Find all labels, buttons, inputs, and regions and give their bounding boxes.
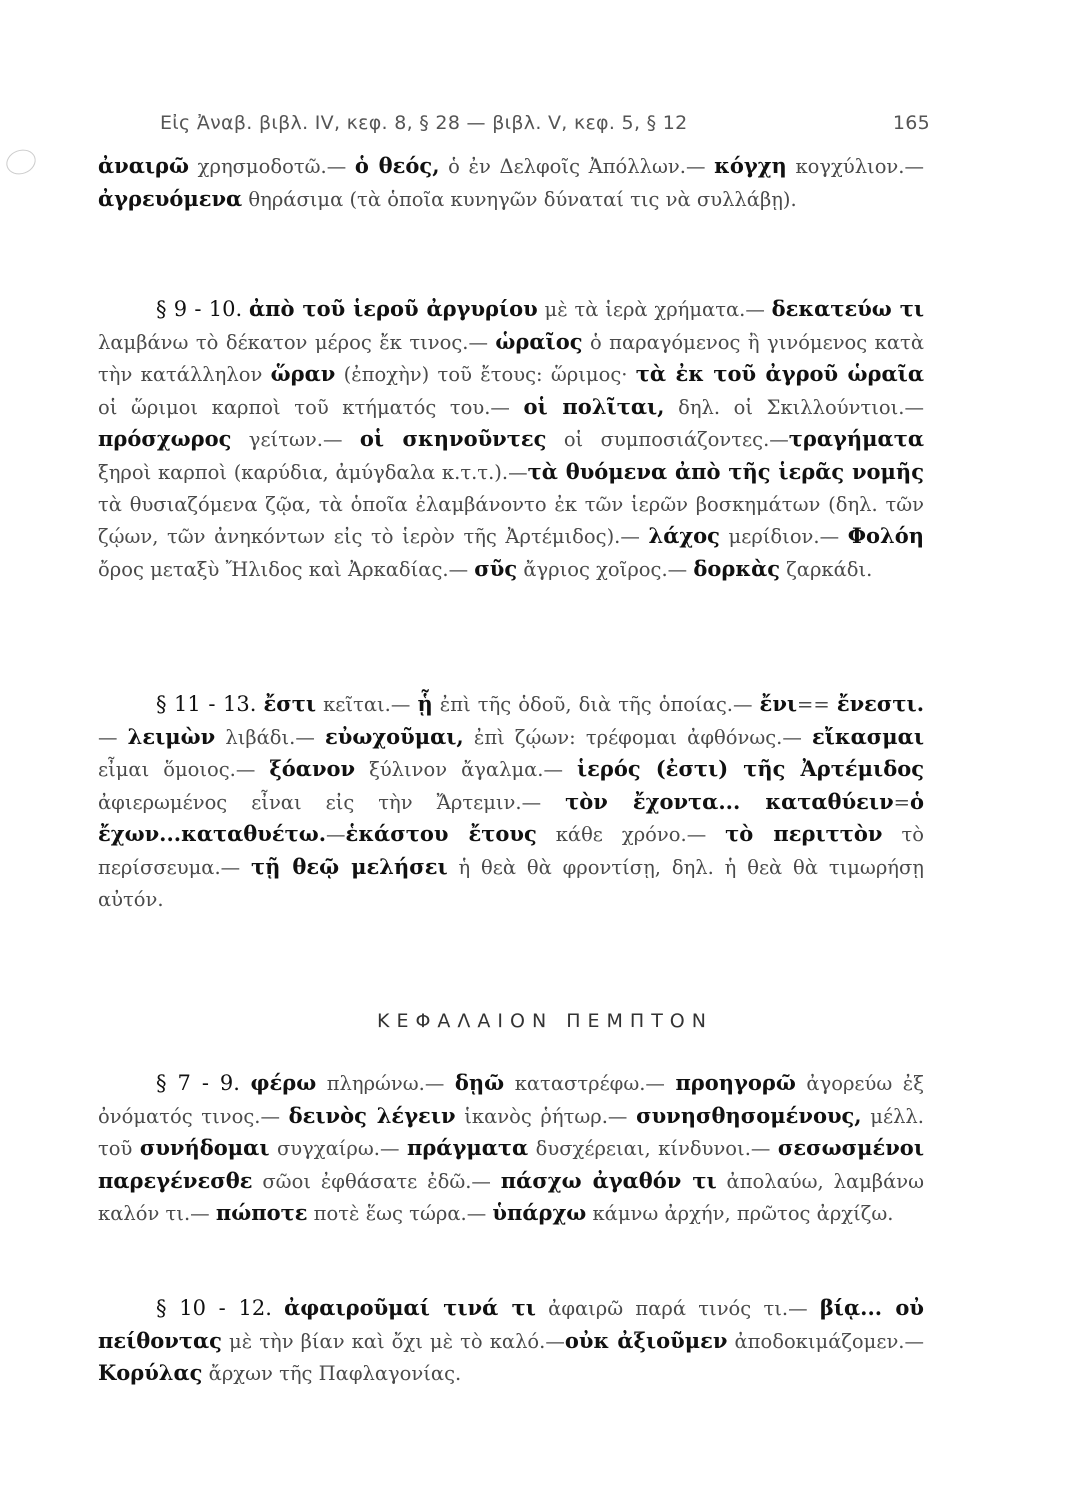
gloss-text: γείτων.— [231, 428, 360, 452]
gloss-text: ὁ ἐν Δελφοῖς Ἀπόλλων.— [439, 155, 715, 178]
gloss-text: ζαρκάδι. [780, 557, 873, 581]
gloss-text: κάμνω ἀρχήν, πρῶτος ἀρχίζω. [586, 1202, 894, 1226]
gloss-text: — [98, 725, 128, 749]
headword: τὰ θυόμενα ἀπὸ τῆς ἱερᾶς νομῆς [527, 458, 924, 484]
gloss-text: ἄγριος χοῖρος.— [517, 557, 694, 581]
gloss-text: θηράσιμα (τὰ ὁποῖα κυνηγῶν δύναταί τις νὰ συλλάβῃ). [242, 187, 797, 211]
gloss-text: μερίδιον.— [719, 525, 848, 549]
gloss-text: ἀφαιρῶ παρά τινός τι.— [535, 1297, 820, 1320]
headword: δεκατεύω τι [771, 296, 924, 321]
gloss-text: ὁ παραγόμενος ἢ γινόμενος κατὰ τὴν κατάλληλον [98, 330, 924, 387]
headword: κόγχη [714, 153, 787, 178]
headword: τὸν ἔχοντα... καταθύειν [565, 788, 894, 814]
headword: ἀφαιροῦμαί τινά τι [284, 1295, 536, 1320]
running-header [160, 112, 930, 142]
gloss-text: ἐπὶ ζῴων: τρέφομαι ἀφθόνως.— [463, 725, 812, 749]
headword: συνήδομαι [139, 1135, 270, 1161]
headword: ὡραῖος [495, 328, 583, 354]
gloss-text: δυσχέρειαι, κίνδυνοι.— [528, 1137, 778, 1161]
headword: φέρω [250, 1070, 317, 1095]
gloss-text: οἱ συμποσιάζοντες.— [546, 428, 789, 452]
section-number: § 11 - 13. [156, 692, 257, 716]
paragraph-text [98, 293, 924, 585]
gloss-text [240, 1072, 251, 1095]
gloss-text: = [893, 790, 910, 814]
gloss-text: ἀποδοκιμάζομεν.— [727, 1329, 924, 1353]
headword: ἔνεστι. [836, 691, 925, 716]
gloss-text: == [797, 693, 837, 716]
headword: ᾗ [417, 691, 433, 716]
headword: οἱ σκηνοῦντες [359, 426, 547, 452]
headword: δορκὰς [693, 555, 781, 581]
headword: ἀγρευόμενα [98, 185, 243, 211]
gloss-text: — [326, 823, 346, 847]
headword: δῃῶ [454, 1070, 505, 1095]
section-number: § 9 - 10. [156, 297, 243, 321]
gloss-text: λιβάδι.— [215, 725, 325, 749]
gloss-text: ξηροὶ καρποὶ (καρύδια, ἀμύγδαλα κ.τ.τ.).— [98, 460, 528, 484]
pencil-mark [3, 146, 39, 179]
headword: ἱερός (ἐστι) τῆς Ἀρτέμιδος [576, 756, 924, 782]
headword: εἴκασμαι [811, 723, 924, 749]
gloss-text: τὰ θυσιαζόμενα ζῷα, τὰ ὁποῖα ἐλαμβάνοντο ἐκ τῶν ἱερῶν βοσκημάτων (δηλ. τῶν ζῴων, τῶν ἀνηκόντων εἰς τὸ ἱερὸν τῆς Ἀρτέμιδος).— [98, 492, 924, 549]
headword: τὰ ἐκ τοῦ ἀγροῦ ὡραῖα [635, 361, 924, 387]
paragraph-section-10-12 [98, 1292, 924, 1390]
gloss-text: κάθε χρόνο.— [536, 823, 726, 847]
headword: πάσχω ἀγαθόν τι [500, 1167, 717, 1193]
paragraph-text [98, 688, 924, 915]
headword: οὐκ ἀξιοῦμεν [564, 1327, 728, 1353]
gloss-text: κογχύλιον.— [786, 155, 924, 178]
gloss-text: ἀγορεύω ἐξ ὀνόματός τινος.— [98, 1072, 924, 1128]
gloss-text: ἄρχων τῆς Παφλαγονίας. [202, 1362, 462, 1386]
chapter-heading: ΚΕΦΑΛΑΙΟΝ ΠΕΜΠΤΟΝ [377, 1010, 713, 1032]
headword: ὥραν [270, 361, 336, 387]
section-number: § 7 - 9. [156, 1071, 240, 1095]
gloss-text: ἱκανὸς ῥήτωρ.— [455, 1104, 637, 1128]
gloss-text: εἶμαι ὅμοιος.— [98, 758, 270, 782]
paragraph-section-7-9 [98, 1067, 924, 1230]
page-number: 165 [892, 112, 930, 134]
gloss-text: ἀπολαύω, λαμβάνω καλόν τι.— [98, 1169, 925, 1226]
gloss-text: μὲ τὰ ἱερὰ χρήματα.— [537, 298, 772, 321]
headword: εὐωχοῦμαι, [325, 723, 464, 749]
headword: ὁ ἔχων...καταθυέτω. [98, 788, 924, 847]
headword: ἑκάστου ἔτους [345, 821, 537, 847]
paragraph-text [98, 1292, 924, 1390]
gloss-text: πληρώνω.— [316, 1072, 455, 1095]
section-number: § 10 - 12. [156, 1296, 272, 1320]
paragraph-section-11-13 [98, 688, 924, 915]
paragraph-text [98, 1067, 924, 1230]
headword: πράγματα [406, 1135, 529, 1161]
gloss-text: συγχαίρω.— [269, 1137, 407, 1161]
headword: Φολόη [847, 523, 924, 549]
paragraph-1 [98, 150, 924, 215]
gloss-text: μὲ τὴν βίαν καὶ ὄχι μὲ τὸ καλό.— [221, 1329, 565, 1353]
gloss-text: (ἐποχὴν) τοῦ ἔτους: ὥριμος· [335, 363, 636, 387]
gloss-text: καταστρέφω.— [504, 1072, 676, 1095]
gloss-text [272, 1297, 284, 1320]
paragraph-section-9-10 [98, 293, 924, 585]
headword: σεσωσμένοι παρεγένεσθε [98, 1135, 924, 1193]
headword: δεινὸς λέγειν [288, 1102, 456, 1128]
headword: πρόσχωρος [98, 426, 232, 452]
headword: πώποτε [215, 1200, 308, 1226]
paragraph-text [98, 150, 924, 215]
headword: λάχος [648, 523, 720, 549]
headword: οἱ πολῖται, [523, 393, 665, 419]
gloss-text: ἀφιερωμένος εἶναι εἰς τὴν Ἄρτεμιν.— [98, 790, 566, 814]
headword: λειμὼν [127, 723, 216, 749]
running-title: Εἰς Ἀναβ. βιβλ. IV, κεφ. 8, § 28 — βιβλ. V, κεφ. 5, § 12 [160, 112, 688, 134]
headword: προηγορῶ [675, 1070, 796, 1095]
headword: τραγήματα [788, 426, 925, 452]
headword: ὁ θεός, [354, 153, 440, 178]
gloss-text: ὄρος μεταξὺ Ἤλιδος καὶ Ἀρκαδίας.— [98, 557, 475, 581]
gloss-text: ἡ θεὰ θὰ φροντίσῃ, δηλ. ἡ θεὰ θὰ τιμωρήσῃ αὐτόν. [98, 855, 924, 911]
gloss-text: οἱ ὥριμοι καρποὶ τοῦ κτήματός του.— [98, 395, 524, 419]
gloss-text: λαμβάνω τὸ δέκατον μέρος ἔκ τινος.— [98, 330, 496, 354]
headword: ξόανον [269, 756, 356, 782]
headword: Κορύλας [98, 1360, 203, 1386]
gloss-text: ἐπὶ τῆς ὁδοῦ, διὰ τῆς ὁποίας.— [432, 693, 760, 716]
headword: τὸ περιττὸν [725, 821, 883, 847]
headword: ἔστι [263, 691, 317, 716]
headword: ἔνι [759, 691, 798, 716]
gloss-text: κεῖται.— [316, 693, 418, 716]
headword: τῇ θεῷ μελήσει [251, 853, 448, 879]
gloss-text: χρησμοδοτῶ.— [189, 155, 355, 178]
gloss-text: μέλλ. τοῦ [98, 1104, 924, 1161]
headword: βίᾳ... οὐ πείθοντας [98, 1295, 924, 1353]
headword: ἀναιρῶ [98, 153, 190, 178]
headword: συνησθησομένους, [636, 1102, 862, 1128]
headword: ὑπάρχω [492, 1200, 587, 1226]
gloss-text: ξύλινον ἄγαλμα.— [355, 758, 577, 782]
gloss-text: τὸ περίσσευμα.— [98, 823, 924, 879]
gloss-text: ποτὲ ἕως τώρα.— [307, 1202, 493, 1226]
gloss-text: δηλ. οἱ Σκιλλούντιοι.— [664, 395, 924, 419]
headword: σῦς [474, 555, 518, 581]
headword: ἀπὸ τοῦ ἱεροῦ ἀργυρίου [249, 296, 538, 321]
gloss-text [242, 298, 249, 321]
gloss-text: σῶοι ἐφθάσατε ἐδῶ.— [252, 1169, 501, 1193]
